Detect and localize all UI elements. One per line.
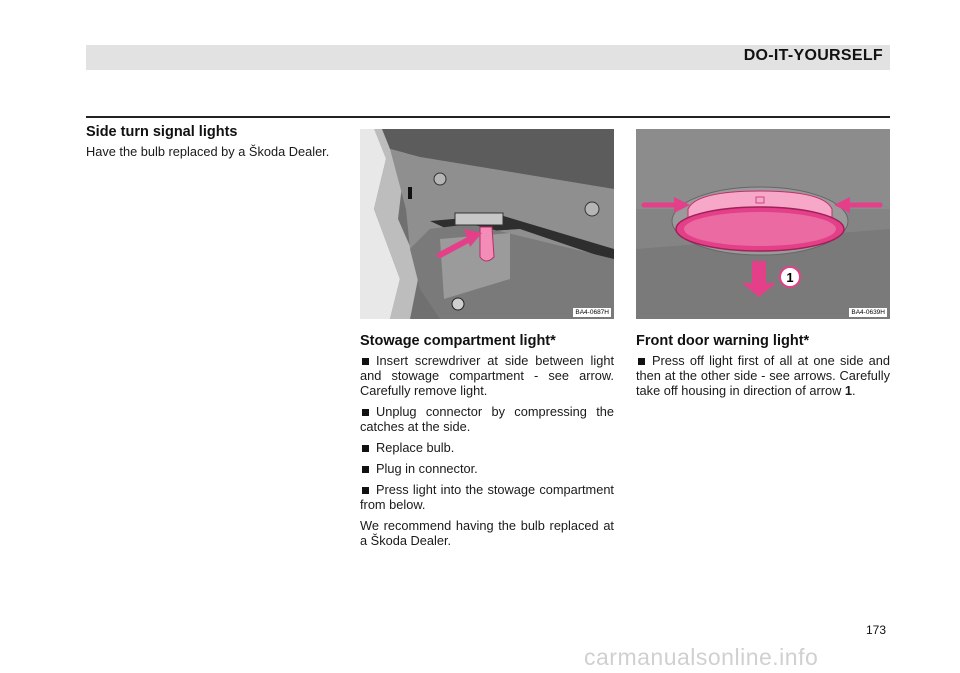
door-arrow-ref: 1 [844,383,853,398]
stowage-step: Unplug connector by compressing the catches at the side. [360,404,614,434]
stowage-figure [360,129,614,319]
header-rule [86,116,890,118]
door-step [636,353,890,398]
door-illustration [636,129,890,319]
watermark: carmanualsonline.info [584,644,819,670]
section-title: DO-IT-YOURSELF [743,47,883,64]
door-callout-number: 1 [786,270,794,285]
door-step-end: . [852,383,856,398]
door-figure-code: BA4-0639H [851,309,885,316]
page-number: 173 [866,623,887,637]
door-figure [636,129,890,319]
stowage-illustration [360,129,614,319]
stowage-step: Plug in connector. [360,461,614,476]
header-band [86,45,890,70]
stowage-step: Press light into the stowage compartment from below. [360,482,614,512]
column-side-turn [86,124,342,165]
stowage-note: We recommend having the bulb replaced at a Škoda Dealer. [360,518,614,548]
stowage-step: Replace bulb. [360,440,614,455]
door-step-text: Press off light first of all at one side and then at the other side - see arrows. Carefully take off housing in direction of arrow [636,353,890,398]
column-door [636,124,890,404]
stowage-figure-code: BA4-0687H [575,309,609,316]
column-stowage [360,124,614,554]
stowage-heading: Stowage compartment light* [360,333,556,349]
side-turn-text: Have the bulb replaced by a Škoda Dealer. [86,144,330,159]
door-heading: Front door warning light* [636,333,810,349]
stowage-step: Insert screwdriver at side between light and stowage compartment - see arrow. Carefully remove light. [360,353,614,398]
side-turn-heading: Side turn signal lights [86,124,238,140]
